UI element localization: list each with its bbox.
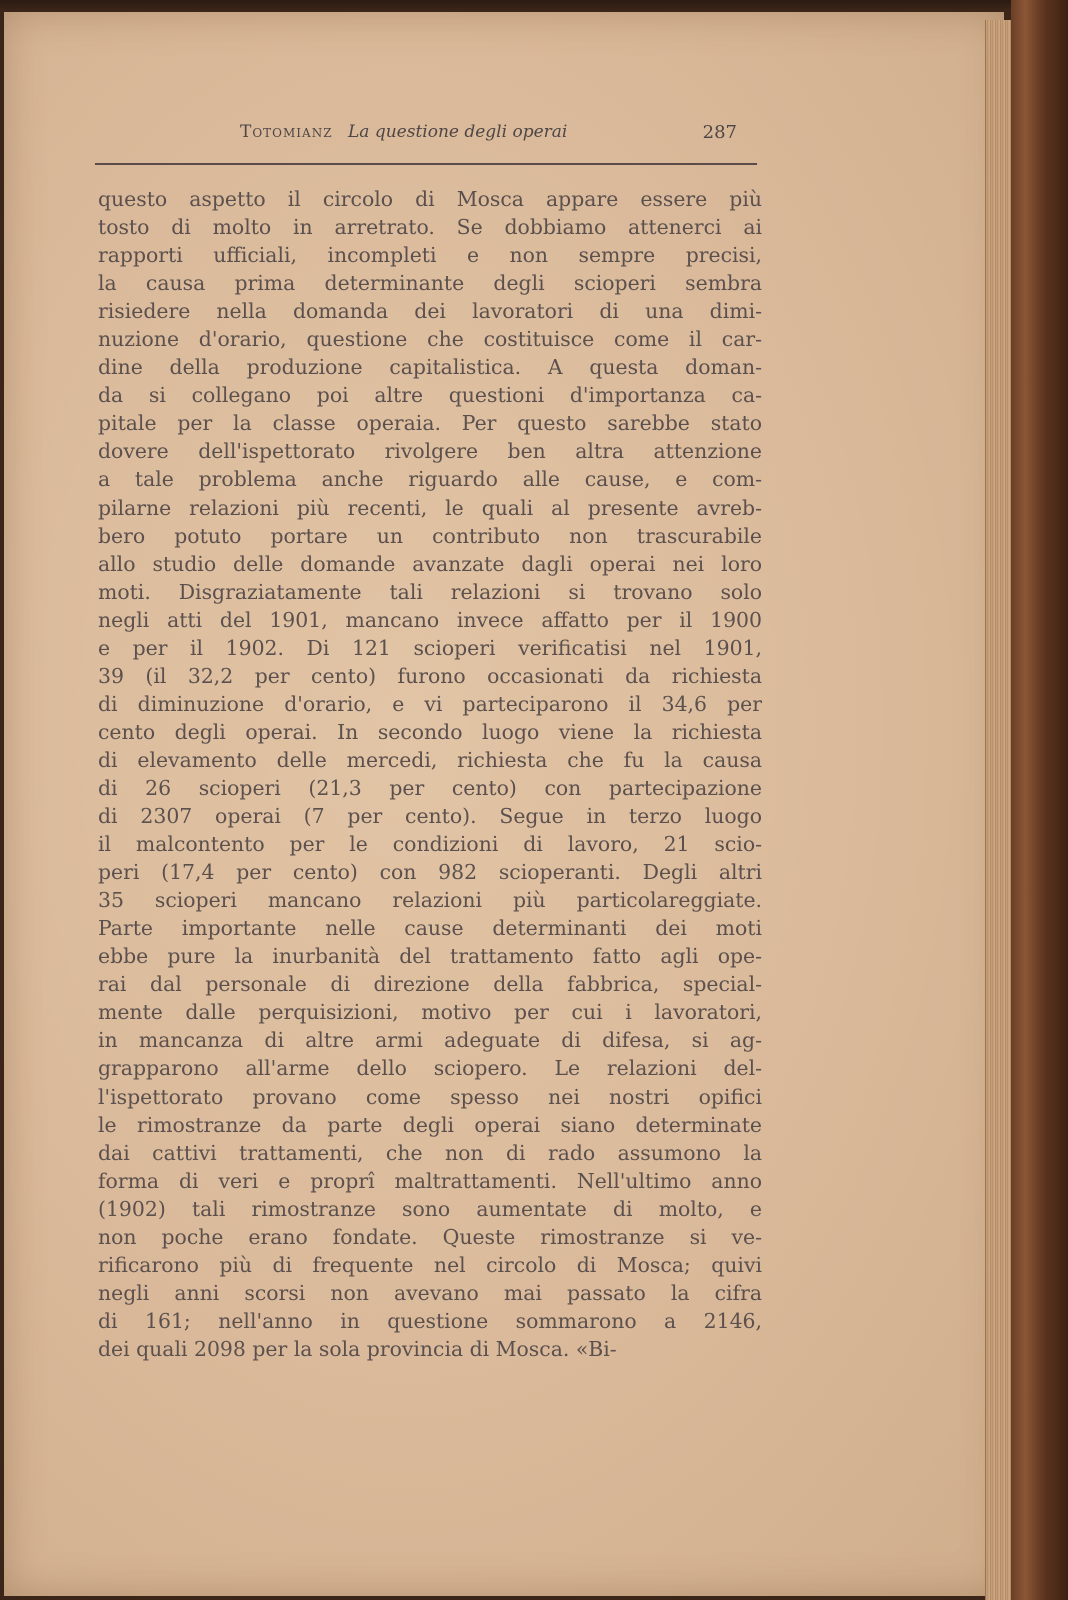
header-rule	[95, 163, 757, 165]
text-line: pitale per la classe operaia. Per questo sarebbe stato	[98, 411, 762, 436]
text-line: dovere dell'ispettorato rivolgere ben altra attenzione	[98, 439, 762, 464]
text-line: 35 scioperi mancano relazioni più particolareggiate.	[98, 888, 762, 913]
text-line: mente dalle perquisizioni, motivo per cui i lavoratori,	[98, 1000, 762, 1025]
text-line: moti. Disgraziatamente tali relazioni si trovano solo	[98, 579, 762, 604]
text-line: rapporti ufficiali, incompleti e non sempre precisi,	[98, 243, 762, 268]
body-text	[98, 185, 762, 1363]
text-line: a tale problema anche riguardo alle cause, e com-	[98, 467, 762, 492]
text-line: nuzione d'orario, questione che costituisce come il car-	[98, 327, 762, 352]
text-line: Parte importante nelle cause determinanti dei moti	[98, 916, 762, 941]
running-head-author: Totomianz	[240, 122, 333, 142]
text-line: l'ispettorato provano come spesso nei nostri opifici	[98, 1084, 762, 1109]
text-line: in mancanza di altre armi adeguate di difesa, si ag-	[98, 1028, 762, 1053]
text-line: pilarne relazioni più recenti, le quali al presente avreb-	[98, 495, 762, 520]
text-line: di diminuzione d'orario, e vi parteciparono il 34,6 per	[98, 691, 762, 716]
text-line: e per il 1902. Di 121 scioperi verificatisi nel 1901,	[98, 635, 762, 660]
text-line: rificarono più di frequente nel circolo di Mosca; quivi	[98, 1252, 762, 1277]
text-line: allo studio delle domande avanzate dagli operai nei loro	[98, 551, 762, 576]
page-edges	[985, 20, 1012, 1600]
text-line: dei quali 2098 per la sola provincia di Mosca. «Bi-	[98, 1336, 617, 1361]
text-line: negli atti del 1901, mancano invece affatto per il 1900	[98, 607, 762, 632]
text-line: peri (17,4 per cento) con 982 scioperanti. Degli altri	[98, 860, 762, 885]
text-line: da si collegano poi altre questioni d'importanza ca-	[98, 383, 762, 408]
text-line: rai dal personale di direzione della fabbrica, special-	[98, 972, 762, 997]
text-line: di elevamento delle mercedi, richiesta che fu la causa	[98, 747, 762, 772]
text-line: dine della produzione capitalistica. A questa doman-	[98, 355, 762, 380]
text-line: bero potuto portare un contributo non trascurabile	[98, 523, 762, 548]
text-line: ebbe pure la inurbanità del trattamento fatto agli ope-	[98, 944, 762, 969]
text-line: non poche erano fondate. Queste rimostranze si ve-	[98, 1224, 762, 1249]
text-line: tosto di molto in arretrato. Se dobbiamo attenerci ai	[98, 215, 762, 240]
text-line: le rimostranze da parte degli operai siano determinate	[98, 1112, 762, 1137]
text-line: cento degli operai. In secondo luogo viene la richiesta	[98, 719, 762, 744]
running-head	[95, 122, 755, 152]
text-line: di 2307 operai (7 per cento). Segue in terzo luogo	[98, 804, 762, 829]
page-number: 287	[702, 122, 737, 143]
text-line: 39 (il 32,2 per cento) furono occasionati da richiesta	[98, 663, 762, 688]
text-line: dai cattivi trattamenti, che non di rado assumono la	[98, 1140, 762, 1165]
book-binding	[1011, 0, 1068, 1600]
running-head-title: La questione degli operai	[348, 122, 568, 142]
text-line: forma di veri e proprî maltrattamenti. Nell'ultimo anno	[98, 1168, 762, 1193]
text-line: la causa prima determinante degli scioperi sembra	[98, 271, 762, 296]
text-line: il malcontento per le condizioni di lavoro, 21 scio-	[98, 832, 762, 857]
text-line: grapparono all'arme dello sciopero. Le relazioni del-	[98, 1056, 762, 1081]
text-line: (1902) tali rimostranze sono aumentate di molto, e	[98, 1196, 762, 1221]
text-line: di 161; nell'anno in questione sommarono a 2146,	[98, 1308, 762, 1333]
text-line: di 26 scioperi (21,3 per cento) con partecipazione	[98, 775, 762, 800]
text-line: risiedere nella domanda dei lavoratori di una dimi-	[98, 299, 762, 324]
text-line: questo aspetto il circolo di Mosca appare essere più	[98, 187, 762, 211]
text-line: negli anni scorsi non avevano mai passato la cifra	[98, 1280, 762, 1305]
